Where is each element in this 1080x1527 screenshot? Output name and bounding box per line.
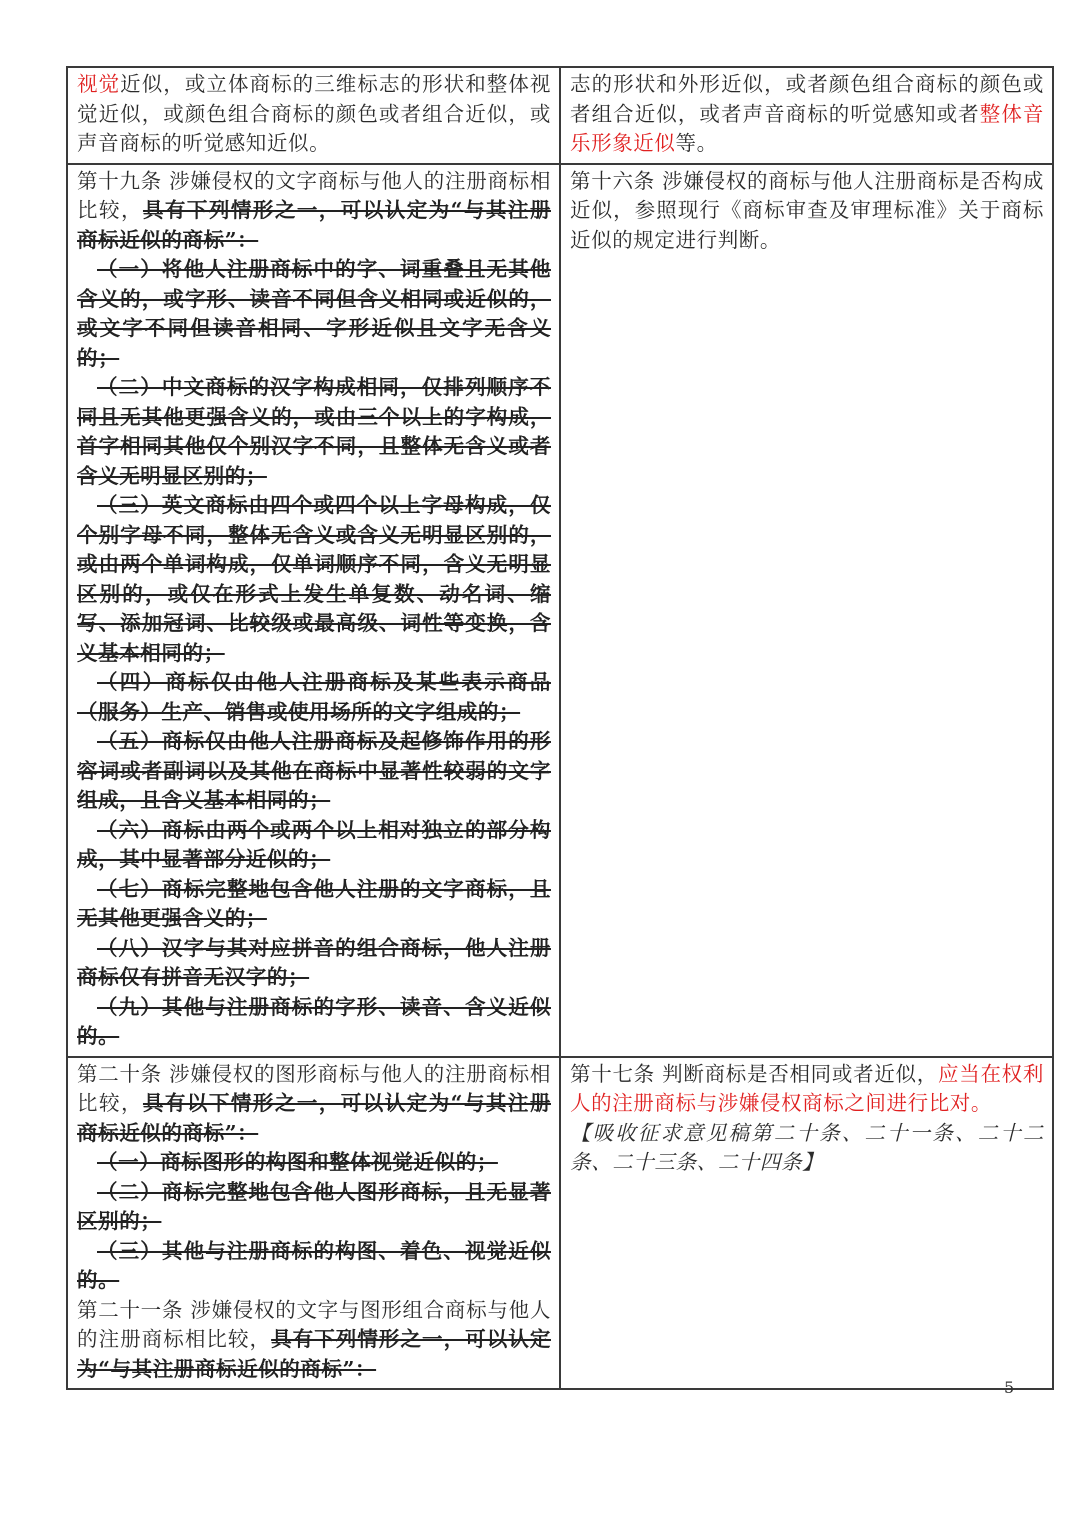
old-version-cell	[67, 67, 560, 164]
old-version-cell	[67, 164, 560, 1057]
deleted-text: 具有下列情形之一，可以认定为“与其注册商标近似的商标”：	[77, 198, 551, 252]
paragraph	[570, 70, 1044, 159]
note-text: 【吸收征求意见稿第二十条、二十一条、二十二条、二十三条、二十四条】	[570, 1120, 1044, 1174]
paragraph	[77, 1237, 551, 1296]
paragraph	[77, 993, 551, 1052]
paragraph	[570, 1060, 1044, 1119]
old-version-cell	[67, 1057, 560, 1390]
page-number: 5	[1004, 1378, 1015, 1397]
deleted-text: （六）商标由两个或两个以上相对独立的部分构成，其中显著部分近似的；	[77, 817, 551, 871]
deleted-text: 具有以下情形之一，可以认定为“与其注册商标近似的商标”：	[77, 1091, 551, 1145]
text-run: 第十七条 判断商标是否相同或者近似，	[570, 1061, 939, 1086]
paragraph	[570, 167, 1044, 256]
deleted-text: （五）商标仅由他人注册商标及起修饰作用的形容词或者副词以及其他在商标中显著性较弱的文字组成，且含义基本相同的；	[77, 729, 551, 812]
paragraph	[77, 1178, 551, 1237]
paragraph	[77, 167, 551, 256]
deleted-text: （二）商标完整地包含他人图形商标，且无显著区别的；	[77, 1179, 551, 1233]
added-text: 应当在权利人的注册商标与涉嫌侵权商标之间进行比对。	[570, 1061, 1045, 1115]
paragraph	[77, 934, 551, 993]
paragraph	[77, 1296, 551, 1385]
paragraph	[77, 727, 551, 816]
deleted-text: 具有下列情形之一，可以认定为“与其注册商标近似的商标”：	[77, 1327, 551, 1381]
table-row	[67, 67, 1053, 164]
paragraph	[77, 875, 551, 934]
text-run: 等。	[675, 131, 718, 155]
text-run: 第二十一条 涉嫌侵权的文字与图形组合商标与他人的注册商标相比较，	[77, 1297, 551, 1351]
new-version-cell	[560, 1057, 1053, 1390]
text-run: 第二十条 涉嫌侵权的图形商标与他人的注册商标相比较，	[77, 1061, 551, 1115]
paragraph	[77, 668, 551, 727]
paragraph	[77, 373, 551, 491]
text-run: 近似，或立体商标的三维标志的形状和整体视觉近似，或颜色组合商标的颜色或者组合近似，或声音商标的听觉感知近似。	[77, 72, 552, 155]
deleted-text: （二）中文商标的汉字构成相同，仅排列顺序不同且无其他更强含义的，或由三个以上的字构成，首字相同其他仅个别汉字不同，且整体无含义或者含义无明显区别的；	[77, 375, 551, 488]
paragraph	[77, 1148, 551, 1178]
paragraph	[77, 70, 551, 159]
table-row	[67, 1057, 1053, 1390]
deleted-text: （七）商标完整地包含他人注册的文字商标，且无其他更强含义的；	[77, 876, 551, 930]
text-run: 志的形状和外形近似，或者颜色组合商标的颜色或者组合近似，或者声音商标的听觉感知或者	[570, 72, 1044, 126]
deleted-text: （八）汉字与其对应拼音的组合商标，他人注册商标仅有拼音无汉字的；	[77, 935, 551, 989]
paragraph	[77, 1060, 551, 1149]
paragraph	[570, 1119, 1044, 1178]
deleted-text: （九）其他与注册商标的字形、读音、含义近似的。	[77, 994, 551, 1048]
added-text: 视觉	[77, 72, 121, 96]
deleted-text: （三）英文商标由四个或四个以上字母构成，仅个别字母不同，整体无含义或含义无明显区别的，或由两个单词构成，仅单词顺序不同，含义无明显区别的，或仅在形式上发生单复数、动名词、缩写、添加冠词、比较级或最高级、词性等变换，含义基本相同的；	[77, 493, 551, 665]
comparison-table	[66, 66, 1054, 1390]
paragraph	[77, 255, 551, 373]
new-version-cell	[560, 164, 1053, 1057]
paragraph	[77, 491, 551, 668]
new-version-cell	[560, 67, 1053, 164]
deleted-text: （一）商标图形的构图和整体视觉近似的；	[97, 1150, 498, 1174]
deleted-text: （三）其他与注册商标的构图、着色、视觉近似的。	[77, 1238, 551, 1292]
deleted-text: （四）商标仅由他人注册商标及某些表示商品（服务）生产、销售或使用场所的文字组成的；	[77, 670, 551, 724]
added-text: 整体音乐形象近似	[570, 101, 1044, 155]
text-run: 第十六条 涉嫌侵权的商标与他人注册商标是否构成近似，参照现行《商标审查及审理标准》关于商标近似的规定进行判断。	[570, 168, 1044, 252]
table-row	[67, 164, 1053, 1057]
deleted-text: （一）将他人注册商标中的字、词重叠且无其他含义的，或字形、读音不同但含义相同或近似的，或文字不同但读音相同、字形近似且文字无含义的；	[77, 257, 551, 370]
paragraph	[77, 816, 551, 875]
text-run: 第十九条 涉嫌侵权的文字商标与他人的注册商标相比较，	[77, 168, 551, 222]
